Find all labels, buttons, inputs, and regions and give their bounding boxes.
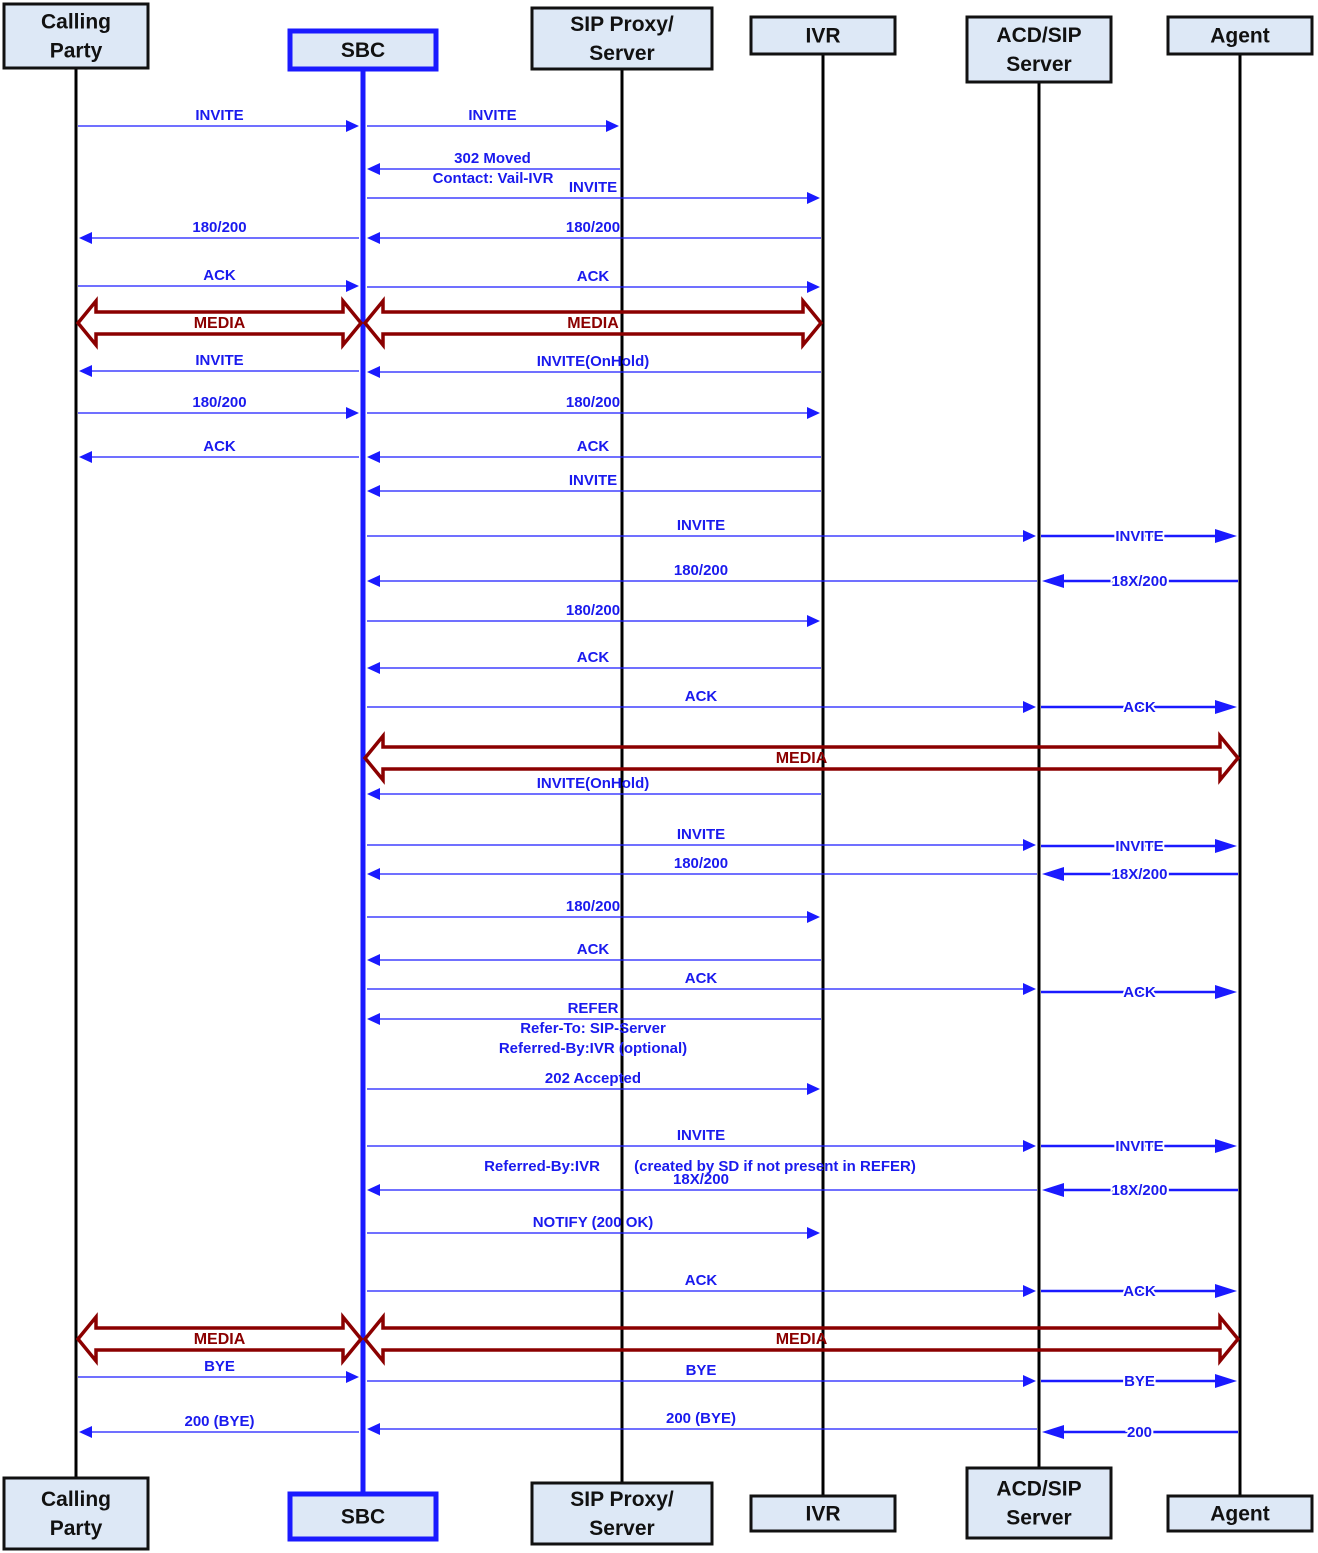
participant-label: ACD/SIP xyxy=(996,1477,1082,1501)
message-label: INVITE xyxy=(1115,838,1164,855)
message-arrow xyxy=(1041,1373,1237,1390)
arrowhead xyxy=(367,232,380,244)
message-arrow xyxy=(367,826,1036,851)
message-arrow xyxy=(367,602,820,627)
message-label: INVITE xyxy=(568,179,618,196)
message-arrow xyxy=(367,107,619,132)
message-label: ACK xyxy=(684,1272,718,1289)
message-arrow xyxy=(367,649,821,674)
message-label: ACK xyxy=(576,268,610,285)
message-arrow xyxy=(78,267,359,292)
message-label: 302 Moved xyxy=(454,150,531,167)
message-label: ACK xyxy=(576,649,610,666)
arrowhead xyxy=(367,485,380,497)
message-label: ACK xyxy=(684,688,718,705)
arrowhead xyxy=(1023,839,1036,851)
message-label: 180/200 xyxy=(565,219,621,236)
message-note: Refer-To: SIP-Server xyxy=(520,1020,666,1037)
participant-bottom-acd xyxy=(967,1468,1111,1538)
message-arrow xyxy=(367,268,820,293)
message-label: REFER xyxy=(567,1000,619,1017)
message-arrow xyxy=(367,472,821,497)
message-label: INVITE xyxy=(568,472,618,489)
message-arrow xyxy=(367,353,821,378)
message-arrow xyxy=(78,394,359,419)
message-label: BYE xyxy=(1124,1373,1155,1390)
participant-bottom-calling xyxy=(4,1478,148,1549)
message-label: NOTIFY (200 OK) xyxy=(532,1214,654,1231)
arrowhead xyxy=(367,1013,380,1025)
message-note: Contact: Vail-IVR xyxy=(432,170,554,187)
message-arrow xyxy=(79,352,359,377)
message-arrow xyxy=(1042,1182,1238,1199)
arrowhead xyxy=(1042,867,1064,881)
participant-label: Server xyxy=(1006,53,1072,76)
arrowhead xyxy=(1215,1284,1237,1298)
message-note: (created by SD if not present in REFER) xyxy=(634,1158,916,1175)
participant-top-calling xyxy=(4,4,148,68)
arrowhead xyxy=(807,192,820,204)
arrowhead xyxy=(1215,700,1237,714)
message-label: 180/200 xyxy=(565,394,621,411)
arrowhead xyxy=(79,1426,92,1438)
arrowhead xyxy=(367,788,380,800)
participant-label: Agent xyxy=(1210,24,1270,48)
participant-bottom-sbc xyxy=(290,1494,436,1539)
arrowhead xyxy=(807,1227,820,1239)
participant-label: Party xyxy=(49,1517,103,1540)
arrowhead xyxy=(346,280,359,292)
arrowhead xyxy=(367,163,380,175)
arrowhead xyxy=(807,407,820,419)
message-arrow xyxy=(367,855,1037,880)
message-arrow xyxy=(1042,573,1238,590)
message-label: INVITE xyxy=(1115,1138,1164,1155)
message-arrow xyxy=(367,1410,1037,1435)
message-label: 200 xyxy=(1126,1424,1153,1441)
message-label: ACK xyxy=(1123,699,1156,716)
arrowhead xyxy=(367,1423,380,1435)
message-label: INVITE(OnHold) xyxy=(536,775,650,792)
message-arrow xyxy=(367,1214,820,1239)
participant-bottom-ivr xyxy=(751,1496,895,1531)
arrowhead xyxy=(79,451,92,463)
arrowhead xyxy=(1215,1139,1237,1153)
message-arrow xyxy=(1042,866,1238,883)
arrowhead xyxy=(1023,1375,1036,1387)
message-arrow xyxy=(1041,1138,1237,1155)
media-label: MEDIA xyxy=(775,1331,828,1348)
message-arrow xyxy=(367,562,1037,587)
message-arrow xyxy=(367,219,821,244)
participant-label: Calling xyxy=(40,10,112,34)
arrowhead xyxy=(1042,1425,1064,1439)
message-arrow xyxy=(78,1358,359,1383)
message-arrow xyxy=(367,1070,820,1095)
media-stream xyxy=(78,301,361,345)
arrowhead xyxy=(346,120,359,132)
message-arrow xyxy=(367,1362,1036,1387)
participant-label: Party xyxy=(49,39,103,63)
message-arrow xyxy=(367,941,821,966)
arrowhead xyxy=(1023,1285,1036,1297)
message-label: INVITE xyxy=(676,826,726,843)
message-label: 180/200 xyxy=(673,855,729,872)
message-label: ACK xyxy=(1123,1283,1156,1300)
message-label: ACK xyxy=(684,970,718,987)
arrowhead xyxy=(346,407,359,419)
media-label: MEDIA xyxy=(193,1331,246,1348)
message-arrow xyxy=(367,688,1036,713)
message-arrow xyxy=(367,517,1036,542)
message-label: INVITE xyxy=(676,517,726,534)
participant-label: IVR xyxy=(805,24,841,48)
message-arrow xyxy=(367,1272,1036,1297)
arrowhead xyxy=(1215,985,1237,999)
participant-label: SBC xyxy=(340,1505,386,1529)
message-arrow xyxy=(1041,1283,1237,1300)
message-note: Referred-By:IVR xyxy=(484,1158,600,1175)
arrowhead xyxy=(807,1083,820,1095)
message-arrow xyxy=(79,219,359,244)
participant-label: Server xyxy=(589,1517,655,1540)
message-arrow xyxy=(79,1413,359,1438)
media-label: MEDIA xyxy=(193,315,246,332)
message-label: INVITE(OnHold) xyxy=(536,353,650,370)
message-label: ACK xyxy=(576,941,610,958)
arrowhead xyxy=(367,868,380,880)
media-stream xyxy=(78,1317,361,1361)
message-label: BYE xyxy=(204,1358,235,1375)
participant-label: SIP Proxy/ xyxy=(570,13,674,36)
arrowhead xyxy=(606,120,619,132)
arrowhead xyxy=(367,954,380,966)
arrowhead xyxy=(367,575,380,587)
message-arrow xyxy=(1041,838,1237,855)
message-label: ACK xyxy=(203,267,236,284)
participant-bottom-agent xyxy=(1168,1496,1312,1531)
message-label: 200 (BYE) xyxy=(665,1410,737,1427)
arrowhead xyxy=(1215,529,1237,543)
arrowhead xyxy=(367,366,380,378)
message-label: 180/200 xyxy=(565,602,621,619)
participant-label: SBC xyxy=(340,39,386,62)
message-label: ACK xyxy=(203,438,236,455)
arrowhead xyxy=(346,1371,359,1383)
arrowhead xyxy=(807,615,820,627)
participant-label: IVR xyxy=(805,1502,841,1526)
message-arrow xyxy=(1041,699,1237,716)
message-label: ACK xyxy=(576,438,610,455)
participant-top-acd xyxy=(967,17,1111,82)
message-label: 180/200 xyxy=(565,898,621,915)
message-arrow xyxy=(367,1127,1036,1152)
message-label: 200 (BYE) xyxy=(184,1413,255,1430)
arrowhead xyxy=(807,911,820,923)
message-label: BYE xyxy=(685,1362,717,1379)
message-arrow xyxy=(367,898,820,923)
media-stream xyxy=(365,301,821,345)
participant-bottom-proxy xyxy=(532,1483,712,1544)
message-arrow xyxy=(367,394,820,419)
message-arrow xyxy=(1041,528,1237,545)
arrowhead xyxy=(1023,983,1036,995)
message-label: ACK xyxy=(1123,984,1156,1001)
media-stream xyxy=(365,1317,1238,1361)
message-label: INVITE xyxy=(195,107,244,124)
message-label: INVITE xyxy=(195,352,244,369)
message-arrow xyxy=(78,107,359,132)
arrowhead xyxy=(367,451,380,463)
message-label: 18X/200 xyxy=(1111,1182,1168,1199)
arrowhead xyxy=(1023,530,1036,542)
message-arrow xyxy=(1042,1424,1238,1441)
message-label: 18X/200 xyxy=(673,1171,729,1188)
message-label: 180/200 xyxy=(673,562,729,579)
arrowhead xyxy=(807,281,820,293)
message-arrow xyxy=(367,970,1036,995)
arrowhead xyxy=(1042,574,1064,588)
participant-label: ACD/SIP xyxy=(996,24,1082,47)
arrowhead xyxy=(79,232,92,244)
message-label: 202 Accepted xyxy=(544,1070,642,1087)
message-arrow xyxy=(1041,984,1237,1001)
message-label: 180/200 xyxy=(192,394,247,411)
arrowhead xyxy=(1215,839,1237,853)
arrowhead xyxy=(79,365,92,377)
message-arrow xyxy=(367,775,821,800)
message-arrow xyxy=(367,438,821,463)
arrowhead xyxy=(1215,1374,1237,1388)
participant-label: SIP Proxy/ xyxy=(570,1488,674,1511)
arrowhead xyxy=(1023,1140,1036,1152)
message-label: 18X/200 xyxy=(1111,573,1168,590)
message-label: 18X/200 xyxy=(1111,866,1168,883)
participant-top-agent xyxy=(1168,17,1312,54)
participant-label: Calling xyxy=(40,1488,112,1511)
media-label: MEDIA xyxy=(775,750,828,767)
participant-top-ivr xyxy=(751,17,895,54)
participant-top-sbc xyxy=(290,31,436,69)
message-arrow xyxy=(79,438,359,463)
message-label: INVITE xyxy=(676,1127,726,1144)
message-note: Referred-By:IVR (optional) xyxy=(498,1040,688,1057)
participant-top-proxy xyxy=(532,8,712,69)
arrowhead xyxy=(367,1184,380,1196)
message-label: INVITE xyxy=(468,107,517,124)
arrowhead xyxy=(367,662,380,674)
media-stream xyxy=(365,736,1238,780)
participant-label: Server xyxy=(589,42,655,65)
media-label: MEDIA xyxy=(567,315,619,332)
message-label: 180/200 xyxy=(192,219,247,236)
arrowhead xyxy=(1023,701,1036,713)
participant-label: Server xyxy=(1006,1506,1072,1530)
arrowhead xyxy=(1042,1183,1064,1197)
message-label: INVITE xyxy=(1115,528,1164,545)
participant-label: Agent xyxy=(1210,1502,1270,1526)
